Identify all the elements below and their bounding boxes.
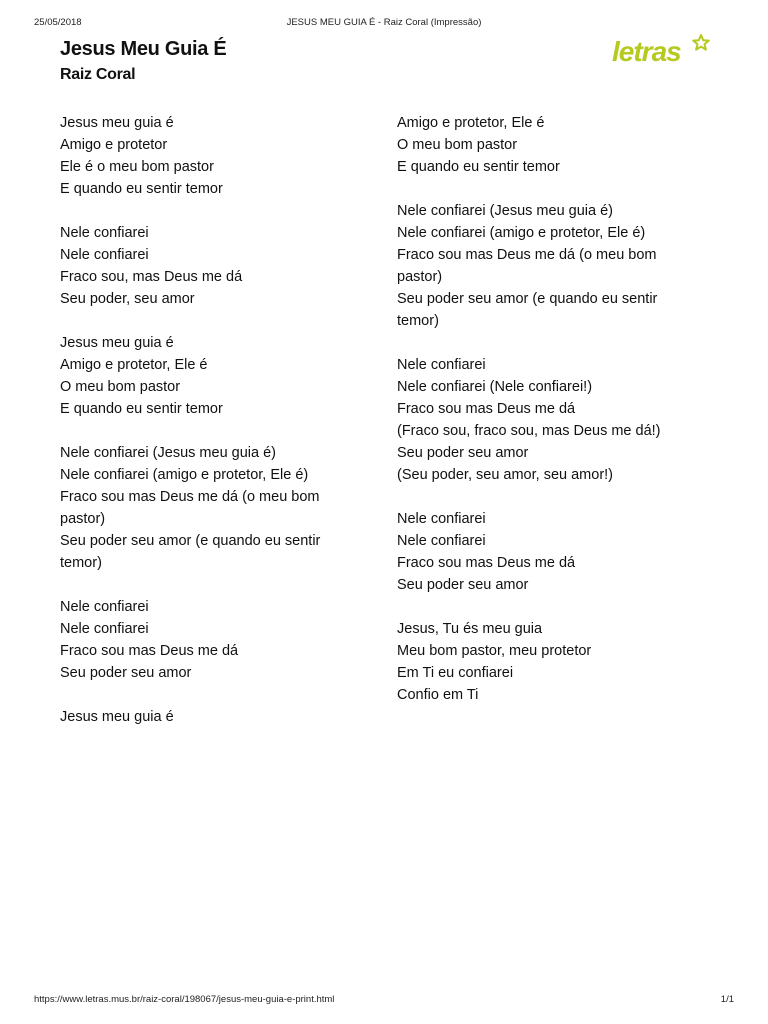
- lyric-line: E quando eu sentir temor: [397, 159, 560, 175]
- lyric-line: Nele confiarei: [60, 247, 149, 263]
- print-footer: [34, 994, 734, 1008]
- lyric-line: Confio em Ti: [397, 687, 479, 703]
- lyric-line: Nele confiarei (amigo e protetor, Ele é): [397, 225, 646, 241]
- lyrics-stanza: [60, 332, 360, 420]
- lyrics-stanza: [397, 112, 697, 178]
- lyric-line: (Fraco sou, fraco sou, mas Deus me dá!): [397, 423, 661, 439]
- lyric-line: Em Ti eu confiarei: [397, 665, 514, 681]
- lyric-line: Fraco sou mas Deus me dá: [60, 643, 239, 659]
- lyric-line: pastor): [60, 511, 106, 527]
- lyric-line: Nele confiarei: [397, 533, 486, 549]
- lyric-line: Amigo e protetor: [60, 137, 168, 153]
- lyric-line: Fraco sou mas Deus me dá (o meu bom: [397, 247, 657, 263]
- letras-logo: [612, 31, 712, 71]
- lyric-line: Jesus meu guia é: [60, 115, 174, 131]
- lyric-line: Jesus, Tu és meu guia: [397, 621, 543, 637]
- lyrics-stanza: [397, 354, 697, 486]
- lyric-line: Nele confiarei (Jesus meu guia é): [397, 203, 613, 219]
- lyric-line: Ele é o meu bom pastor: [60, 159, 214, 175]
- lyrics-stanza: [397, 508, 697, 596]
- lyric-line: temor): [397, 313, 439, 329]
- lyric-line: Nele confiarei: [397, 357, 486, 373]
- print-page-title: JESUS MEU GUIA É - Raiz Coral (Impressão): [286, 17, 482, 28]
- letras-logo-text: letras: [612, 36, 681, 67]
- lyric-line: Jesus meu guia é: [60, 709, 174, 725]
- lyric-line: pastor): [397, 269, 443, 285]
- lyric-line: Seu poder seu amor (e quando eu sentir: [397, 291, 658, 307]
- lyric-line: Nele confiarei: [60, 599, 149, 615]
- lyric-line: Seu poder seu amor: [397, 577, 529, 593]
- lyric-line: O meu bom pastor: [397, 137, 518, 153]
- lyric-line: Amigo e protetor, Ele é: [60, 357, 208, 373]
- lyric-line: Nele confiarei: [60, 225, 149, 241]
- page-number: 1/1: [720, 994, 734, 1005]
- lyric-line: Fraco sou mas Deus me dá: [397, 555, 576, 571]
- lyric-line: Jesus meu guia é: [60, 335, 174, 351]
- lyrics-column-right: [397, 112, 697, 728]
- artist-name: Raiz Coral: [60, 66, 136, 83]
- lyric-line: (Seu poder, seu amor, seu amor!): [397, 467, 613, 483]
- lyric-line: E quando eu sentir temor: [60, 401, 223, 417]
- lyrics-stanza: [60, 706, 360, 728]
- lyric-line: Seu poder seu amor: [397, 445, 529, 461]
- lyrics-stanza: [60, 112, 360, 200]
- lyric-line: Nele confiarei (Nele confiarei!): [397, 379, 593, 395]
- print-date: 25/05/2018: [34, 17, 82, 28]
- lyric-line: Meu bom pastor, meu protetor: [397, 643, 592, 659]
- lyric-line: Seu poder seu amor (e quando eu sentir: [60, 533, 321, 549]
- print-header: [34, 17, 734, 31]
- lyric-line: Fraco sou mas Deus me dá: [397, 401, 576, 417]
- lyrics-column-left: [60, 112, 360, 750]
- lyrics-stanza: [397, 200, 697, 332]
- lyric-line: Nele confiarei (Jesus meu guia é): [60, 445, 276, 461]
- lyric-line: Nele confiarei (amigo e protetor, Ele é): [60, 467, 309, 483]
- star-icon: [693, 35, 709, 50]
- lyric-line: Amigo e protetor, Ele é: [397, 115, 545, 131]
- lyric-line: Fraco sou mas Deus me dá (o meu bom: [60, 489, 320, 505]
- lyrics-stanza: [60, 596, 360, 684]
- lyric-line: Fraco sou, mas Deus me dá: [60, 269, 243, 285]
- lyric-line: E quando eu sentir temor: [60, 181, 223, 197]
- lyric-line: Seu poder, seu amor: [60, 291, 195, 307]
- lyric-line: Nele confiarei: [397, 511, 486, 527]
- lyrics-stanza: [60, 442, 360, 574]
- song-title: Jesus Meu Guia É: [60, 38, 227, 60]
- lyric-line: temor): [60, 555, 102, 571]
- lyric-line: O meu bom pastor: [60, 379, 181, 395]
- lyric-line: Seu poder seu amor: [60, 665, 192, 681]
- lyrics-stanza: [397, 618, 697, 706]
- lyric-line: Nele confiarei: [60, 621, 149, 637]
- lyrics-stanza: [60, 222, 360, 310]
- print-url: https://www.letras.mus.br/raiz-coral/198067/jesus-meu-guia-e-print.html: [34, 994, 335, 1005]
